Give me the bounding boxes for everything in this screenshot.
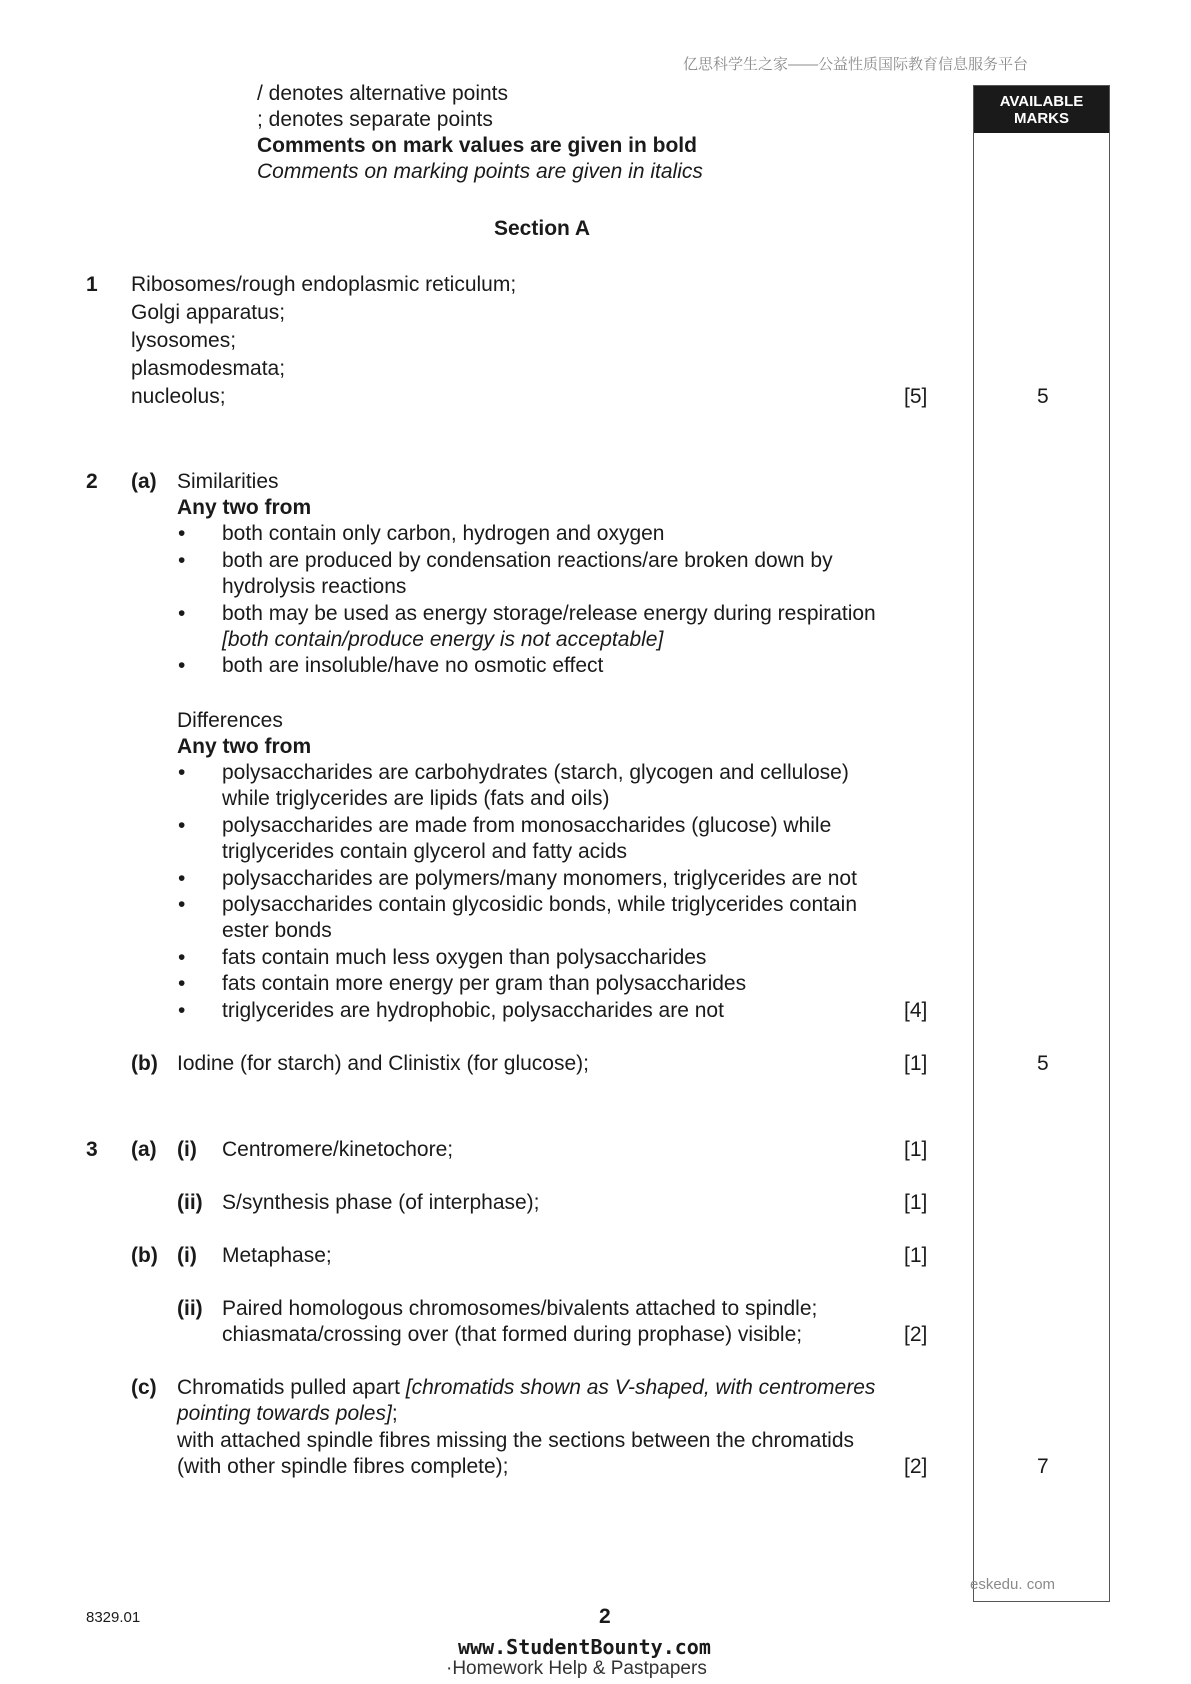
q3aii-label: (ii) xyxy=(177,1191,203,1214)
q2-differences-any: Any two from xyxy=(177,735,312,758)
q3-available: 7 xyxy=(1037,1455,1049,1478)
q2a-mark: [4] xyxy=(904,999,928,1022)
note-bold: Comments on mark values are given in bold xyxy=(257,134,697,157)
page-number: 2 xyxy=(599,1605,611,1628)
q3c-label: (c) xyxy=(131,1376,157,1399)
q2b-mark: [1] xyxy=(904,1052,928,1075)
q3bi-mark: [1] xyxy=(904,1244,928,1267)
note-separate: ; denotes separate points xyxy=(257,108,493,131)
q3bii-line1: Paired homologous chromosomes/bivalents attached to spindle; xyxy=(222,1297,818,1320)
q2-difference: polysaccharides are made from monosaccharides (glucose) while xyxy=(222,814,832,837)
q3bi-label: (i) xyxy=(177,1244,197,1267)
q1-line: plasmodesmata; xyxy=(131,357,286,380)
q3ai-text: Centromere/kinetochore; xyxy=(222,1138,454,1161)
q3b-label: (b) xyxy=(131,1244,158,1267)
q2-similarity: hydrolysis reactions xyxy=(222,575,407,598)
q2-difference: polysaccharides are carbohydrates (starch, glycogen and cellulose) xyxy=(222,761,849,784)
q3bi-text: Metaphase; xyxy=(222,1244,332,1267)
side-watermark: eskedu. com xyxy=(970,1576,1056,1593)
q3a-label: (a) xyxy=(131,1138,157,1161)
bullet: • xyxy=(178,893,186,916)
bullet: • xyxy=(178,654,186,677)
q2a-label: (a) xyxy=(131,470,157,493)
marks-header-line2: MARKS xyxy=(1014,110,1069,127)
q2-difference: fats contain much less oxygen than polysaccharides xyxy=(222,946,707,969)
q3-number: 3 xyxy=(86,1138,98,1161)
q3c-line2-end: ; xyxy=(391,1402,398,1425)
q1-available: 5 xyxy=(1037,385,1049,408)
q2b-label: (b) xyxy=(131,1052,158,1075)
q3bii-mark: [2] xyxy=(904,1323,928,1346)
note-italic: Comments on marking points are given in italics xyxy=(257,160,703,183)
available-marks-column xyxy=(973,85,1110,1602)
q3ai-mark: [1] xyxy=(904,1138,928,1161)
bullet: • xyxy=(178,867,186,890)
q1-line: Ribosomes/rough endoplasmic reticulum; xyxy=(131,273,517,296)
section-title: Section A xyxy=(494,217,591,240)
q3bii-line2: chiasmata/crossing over (that formed during prophase) visible; xyxy=(222,1323,803,1346)
q2-similarity: both may be used as energy storage/release energy during respiration xyxy=(222,602,876,625)
bullet: • xyxy=(178,761,186,784)
q2b-text: Iodine (for starch) and Clinistix (for glucose); xyxy=(177,1052,589,1075)
q2-similarity: both are produced by condensation reactions/are broken down by xyxy=(222,549,833,572)
q2-difference: polysaccharides are polymers/many monomers, triglycerides are not xyxy=(222,867,857,890)
q3c-line1-text: Chromatids pulled apart xyxy=(177,1376,406,1399)
q2-similarities-title: Similarities xyxy=(177,470,279,493)
bullet: • xyxy=(178,972,186,995)
marks-header-line1: AVAILABLE xyxy=(999,93,1084,110)
q3c-line3: with attached spindle fibres missing the sections between the chromatids xyxy=(177,1429,855,1452)
available-marks-header xyxy=(974,86,1109,133)
q3ai-label: (i) xyxy=(177,1138,197,1161)
q2-difference: ester bonds xyxy=(222,919,332,942)
q3c-line2 xyxy=(177,1401,398,1427)
q3aii-mark: [1] xyxy=(904,1191,928,1214)
q3bii-label: (ii) xyxy=(177,1297,203,1320)
q2-similarity: both are insoluble/have no osmotic effect xyxy=(222,654,604,677)
q1-mark: [5] xyxy=(904,385,928,408)
bullet: • xyxy=(178,522,186,545)
q2-difference: while triglycerides are lipids (fats and oils) xyxy=(222,787,610,810)
bullet: • xyxy=(178,549,186,572)
header-watermark: 亿思科学生之家——公益性质国际教育信息服务平台 xyxy=(683,56,1029,73)
paper-code: 8329.01 xyxy=(86,1609,141,1626)
note-alternative: / denotes alternative points xyxy=(257,82,508,105)
q2-available: 5 xyxy=(1037,1052,1049,1075)
q3aii-text: S/synthesis phase (of interphase); xyxy=(222,1191,540,1214)
bullet: • xyxy=(178,814,186,837)
q1-line: nucleolus; xyxy=(131,385,226,408)
q2-similarities-any: Any two from xyxy=(177,496,312,519)
q2-difference: fats contain more energy per gram than polysaccharides xyxy=(222,972,747,995)
q3c-line1 xyxy=(177,1375,875,1401)
q3c-line4: (with other spindle fibres complete); xyxy=(177,1455,509,1478)
bullet: • xyxy=(178,602,186,625)
bullet: • xyxy=(178,999,186,1022)
q3c-line1-comment: [chromatids shown as V-shaped, with centromeres xyxy=(405,1376,876,1399)
q2-difference: polysaccharides contain glycosidic bonds, while triglycerides contain xyxy=(222,893,857,916)
q2-differences-title: Differences xyxy=(177,709,283,732)
q2-number: 2 xyxy=(86,470,98,493)
bullet: • xyxy=(178,946,186,969)
footer-brand-tagline: ·Homework Help & Pastpapers xyxy=(446,1658,707,1679)
q2-similarity: both contain only carbon, hydrogen and oxygen xyxy=(222,522,665,545)
q1-line: Golgi apparatus; xyxy=(131,301,286,324)
footer-brand-url[interactable]: www.StudentBounty.com xyxy=(458,1635,711,1659)
q2-similarity-comment: [both contain/produce energy is not acceptable] xyxy=(222,628,664,651)
q2-difference: triglycerides are hydrophobic, polysaccharides are not xyxy=(222,999,724,1022)
q2-difference: triglycerides contain glycerol and fatty acids xyxy=(222,840,628,863)
q3c-line2-comment: pointing towards poles] xyxy=(177,1402,392,1425)
q3c-mark: [2] xyxy=(904,1455,928,1478)
q1-line: lysosomes; xyxy=(131,329,237,352)
q1-number: 1 xyxy=(86,273,98,296)
